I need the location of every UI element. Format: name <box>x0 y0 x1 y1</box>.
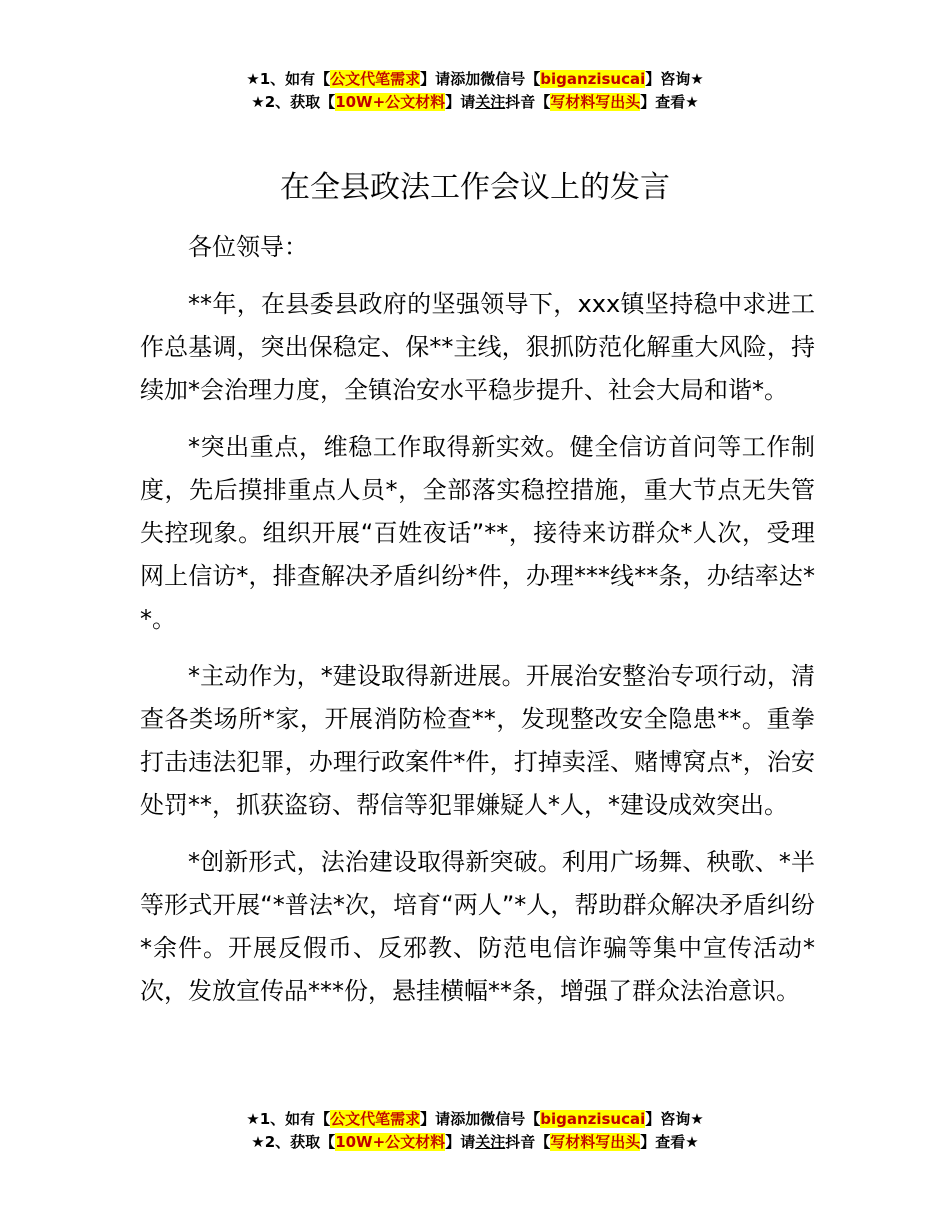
banner-emphasis: 关注 <box>475 1133 506 1151</box>
banner-text: 】咨询★ <box>645 1110 704 1128</box>
paragraph: *创新形式，法治建设取得新突破。利用广场舞、秧歌、*半等形式开展“*普法*次，培育“两人”*人，帮助群众解决矛盾纠纷*余件。开展反假币、反邪教、防范电信诈骗等集中宣传活动*次，发放宣传品***份，悬挂横幅**条，增强了群众法治意识。 <box>140 848 815 1005</box>
banner-emphasis: 添加 <box>450 1110 481 1128</box>
paragraph: *主动作为，*建设取得新进展。开展治安整治专项行动，清查各类场所*家，开展消防检查**，发现整改安全隐患**。重拳打击违法犯罪，办理行政案件*件，打掉卖淫、赌博窝点*，治安处罚**，抓获盗窃、帮信等犯罪嫌疑人*人，*建设成效突出。 <box>140 662 815 819</box>
footer-banner <box>0 1108 950 1154</box>
document-body <box>140 226 815 1027</box>
banner-text: 】请 <box>420 1110 451 1128</box>
highlight-douyin-account: 写材料写出头 <box>550 93 641 111</box>
highlight-service: 公文代笔需求 <box>330 1110 421 1128</box>
banner-text: 抖音【 <box>505 1133 551 1151</box>
highlight-wechat-id: biganzisucai <box>540 70 646 88</box>
banner-text: 】查看★ <box>640 93 699 111</box>
banner-emphasis: 添加 <box>450 70 481 88</box>
banner-text: ★1、如有【 <box>246 70 331 88</box>
header-banner <box>0 68 950 114</box>
highlight-douyin-account: 写材料写出头 <box>550 1133 641 1151</box>
banner-emphasis: 关注 <box>475 93 506 111</box>
banner-text: 】请 <box>420 70 451 88</box>
banner-text: 抖音【 <box>505 93 551 111</box>
highlight-wechat-id: biganzisucai <box>540 1110 646 1128</box>
banner-line-1 <box>0 68 950 91</box>
highlight-service: 公文代笔需求 <box>330 70 421 88</box>
document-title: 在全县政法工作会议上的发言 <box>280 170 670 205</box>
banner-text: ★1、如有【 <box>246 1110 331 1128</box>
banner-text: 微信号【 <box>480 70 541 88</box>
banner-line-2 <box>0 91 950 114</box>
paragraph: **年，在县委县政府的坚强领导下，xxx镇坚持稳中求进工作总基调，突出保稳定、保**主线，狠抓防范化解重大风险，持续加*会治理力度，全镇治安水平稳步提升、社会大局和谐*。 <box>140 290 815 404</box>
banner-text: 】请 <box>445 1133 476 1151</box>
highlight-materials: 10W+公文材料 <box>335 93 446 111</box>
banner-text: 】请 <box>445 93 476 111</box>
paragraph: *突出重点，维稳工作取得新实效。健全信访首问等工作制度，先后摸排重点人员*，全部落实稳控措施，重大节点无失管失控现象。组织开展“百姓夜话”**，接待来访群众*人次，受理网上信访*，排查解决矛盾纠纷*件，办理***线**条，办结率达**。 <box>140 433 815 633</box>
highlight-materials: 10W+公文材料 <box>335 1133 446 1151</box>
banner-text: 】咨询★ <box>645 70 704 88</box>
banner-line-1 <box>0 1108 950 1131</box>
salutation: 各位领导： <box>188 233 308 261</box>
banner-text: 微信号【 <box>480 1110 541 1128</box>
banner-text: 】查看★ <box>640 1133 699 1151</box>
banner-line-2 <box>0 1131 950 1154</box>
banner-text: ★2、获取【 <box>251 93 336 111</box>
banner-text: ★2、获取【 <box>251 1133 336 1151</box>
